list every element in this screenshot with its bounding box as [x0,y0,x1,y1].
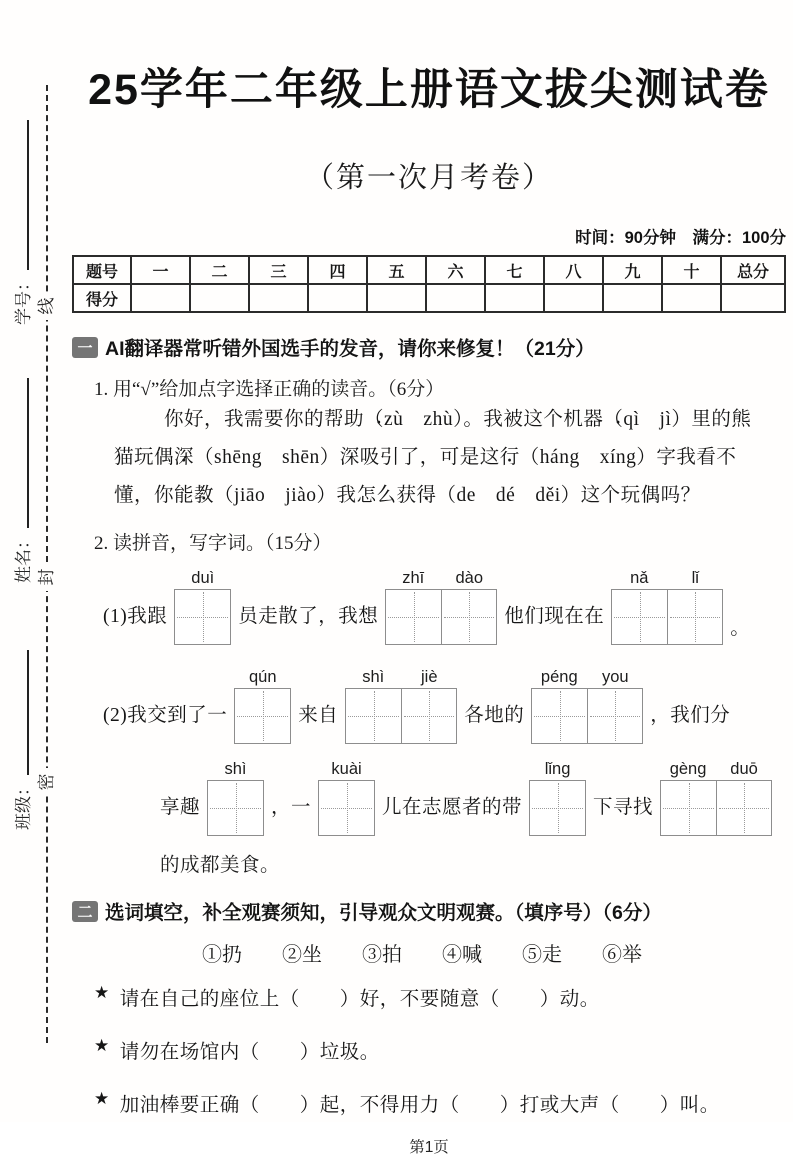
pinyin-row [385,567,497,589]
word-option: ②坐 [282,944,322,966]
writing-cell [346,689,401,743]
score-cell [662,284,721,312]
score-table-header-cell: 八 [544,256,603,284]
writing-box-group [611,567,723,645]
row-text: 享趣 [160,797,201,818]
passage-line [114,401,786,439]
pinyin-row [319,758,375,780]
pinyin-row [531,666,643,688]
writing-cell [661,781,716,835]
dotted-char: 行 · [500,447,520,468]
text-run: （zù zhù）。我被这个机 [364,409,584,430]
pinyin-box-row [103,666,786,744]
time-score-info: 时间：90分钟 满分：100分 [575,229,786,247]
seal-char-mi: 密 [33,768,61,796]
class-label: 班级： [14,779,33,830]
pinyin-row-tail: 的成都美食。 [160,855,281,876]
writing-cell [386,590,441,644]
pinyin-label: gèng [669,760,707,778]
writing-grid [660,780,772,836]
row-text: 。 [730,618,751,639]
writing-grid [529,780,586,836]
writing-cell [530,781,585,835]
text-run: （háng xíng）字我看不 [519,447,737,468]
score-cell [544,284,603,312]
question1-label: 1. 用“√”给加点字选择正确的读音。（6分） [94,379,445,400]
row-text: 来自 [298,705,339,726]
writing-box-group [385,567,497,645]
writing-box-group [207,758,264,836]
student-name-blank [12,378,29,528]
writing-cell [587,689,642,743]
writing-box-group [174,567,231,645]
text-run: 你好，我需要你的帮 [164,409,345,430]
dotted-char: 教 · [194,485,214,506]
student-name-label: 姓名： [14,532,33,583]
writing-grid [207,780,264,836]
writing-grid [318,780,375,836]
pinyin-row [175,567,231,589]
writing-cell [532,689,587,743]
student-id-label: 学号： [14,274,33,325]
writing-cell [716,781,771,835]
score-cell [603,284,662,312]
word-option: ④喊 [442,944,482,966]
pinyin-label: nǎ [630,569,649,587]
section1-badge-icon: 一 [72,337,98,358]
pinyin-label: zhī [402,569,425,587]
section2-header [72,897,786,925]
score-cell [190,284,249,312]
student-id-field [9,120,34,325]
score-table [72,255,786,313]
pinyin-row [345,666,457,688]
question1-passage [114,401,786,515]
section1-header [72,333,786,361]
pinyin-row [660,758,772,780]
class-field [9,650,34,830]
row-text: (1)我跟 [103,606,168,627]
score-table-header-cell: 题号 [73,256,131,284]
passage-line [114,477,786,515]
question2-label: 2. 读拼音，写字词。（15分） [94,533,332,554]
pinyin-row [208,758,264,780]
notice-item [94,1089,786,1117]
page-number: 第1页 [409,1139,449,1156]
word-option: ⑥举 [602,944,642,966]
student-name-field [9,378,34,583]
text-run: （shēng shēn）深吸引了，可是这 [194,447,500,468]
pinyin-label: duì [191,569,215,587]
section2-badge-icon: 二 [72,901,98,922]
writing-grid [234,688,291,744]
star-icon: ★ [94,1089,110,1108]
seal-char-xian: 线 [33,292,61,320]
score-cell [426,284,485,312]
writing-cell [667,590,722,644]
score-cell [131,284,190,312]
text-run: 猫玩偶 [114,447,175,468]
main-content [72,0,786,1157]
pinyin-box-row [160,758,786,836]
score-cell [308,284,367,312]
score-table-score-row [73,284,785,312]
writing-box-group [531,666,643,744]
row-text: 下寻找 [593,797,654,818]
star-icon: ★ [94,1036,110,1055]
word-options [202,938,786,967]
row-text: 他们现在在 [504,606,605,627]
notice-text: 加油棒要正确（ ）起，不得用力（ ）打或大声（ ）叫。 [119,1095,720,1116]
writing-cell [208,781,263,835]
score-table-header-cell: 一 [131,256,190,284]
score-cell [249,284,308,312]
writing-grid [385,589,497,645]
dotted-char: 得 · [417,485,437,506]
row-text: 各地的 [464,705,525,726]
score-table-header-cell: 二 [190,256,249,284]
pinyin-label: you [601,668,629,686]
dotted-char: 器 · [583,409,603,430]
pinyin-label: shì [362,668,385,686]
class-blank [12,650,29,775]
score-table-header-cell: 六 [426,256,485,284]
notice-item [94,1036,786,1064]
writing-box-group [529,758,586,836]
star-icon: ★ [94,983,110,1002]
pinyin-row [611,567,723,589]
score-table-header-row [73,256,785,284]
pinyin-row [530,758,586,780]
score-cell [721,284,785,312]
score-table-header-cell: 七 [485,256,544,284]
row-text: 儿在志愿者的带 [382,797,523,818]
writing-grid [531,688,643,744]
text-run: （qì jì）里的熊 [603,409,752,430]
writing-box-group [345,666,457,744]
notice-text: 请勿在场馆内（ ）垃圾。 [119,1042,380,1063]
pinyin-label: lǐ [691,569,699,587]
pinyin-label: shì [224,760,247,778]
row-text: 员走散了，我想 [238,606,379,627]
row-text: (2)我交到了一 [103,705,228,726]
writing-cell [319,781,374,835]
score-table-header-cell: 十 [662,256,721,284]
text-run: 懂，你能 [114,485,195,506]
row-text: ，一 [271,797,312,818]
row-text: ，我们分 [650,705,731,726]
word-option: ①扔 [202,944,242,966]
score-cell [485,284,544,312]
writing-grid [345,688,457,744]
student-id-blank [12,120,29,270]
passage-line [114,439,786,477]
text-run: （jiāo jiào）我怎么获 [214,485,417,506]
writing-cell [235,689,290,743]
pinyin-label: duō [730,760,758,778]
writing-cell [175,590,230,644]
notice-text: 请在自己的座位上（ ）好，不要随意（ ）动。 [119,989,600,1010]
page-subtitle: （第一次月考卷） [304,162,553,194]
dotted-char: 深 · [174,447,194,468]
score-table-header-cell: 五 [367,256,426,284]
score-table-header-cell: 总分 [721,256,785,284]
pinyin-label: péng [540,668,578,686]
word-option: ⑤走 [522,944,562,966]
pinyin-label: lǐng [544,760,571,778]
writing-cell [612,590,667,644]
score-table-header-cell: 三 [249,256,308,284]
writing-box-group [660,758,772,836]
dotted-char: 助 · [344,409,364,430]
writing-grid [174,589,231,645]
score-row-label: 得分 [73,284,131,312]
pinyin-box-row [103,567,786,645]
seal-char-feng: 封 [33,563,61,591]
pinyin-label: dào [455,569,484,587]
page-title: 25学年二年级上册语文拔尖测试卷 [88,66,770,114]
text-run: （de dé děi）这个玩偶吗？ [436,485,701,506]
score-table-header-cell: 四 [308,256,367,284]
writing-cell [401,689,456,743]
writing-cell [441,590,496,644]
section2-title: 选词填空，补全观赛须知，引导观众文明观赛。（填序号）（6分） [105,902,662,924]
notice-item [94,983,786,1011]
word-option: ③拍 [362,944,402,966]
writing-box-group [234,666,291,744]
pinyin-row [235,666,291,688]
pinyin-label: kuài [331,760,362,778]
score-cell [367,284,426,312]
writing-grid [611,589,723,645]
score-table-header-cell: 九 [603,256,662,284]
pinyin-label: jiè [421,668,438,686]
writing-box-group [318,758,375,836]
pinyin-label: qún [248,668,277,686]
section1-title: AI翻译器常听错外国选手的发音，请你来修复！（21分） [105,338,595,360]
